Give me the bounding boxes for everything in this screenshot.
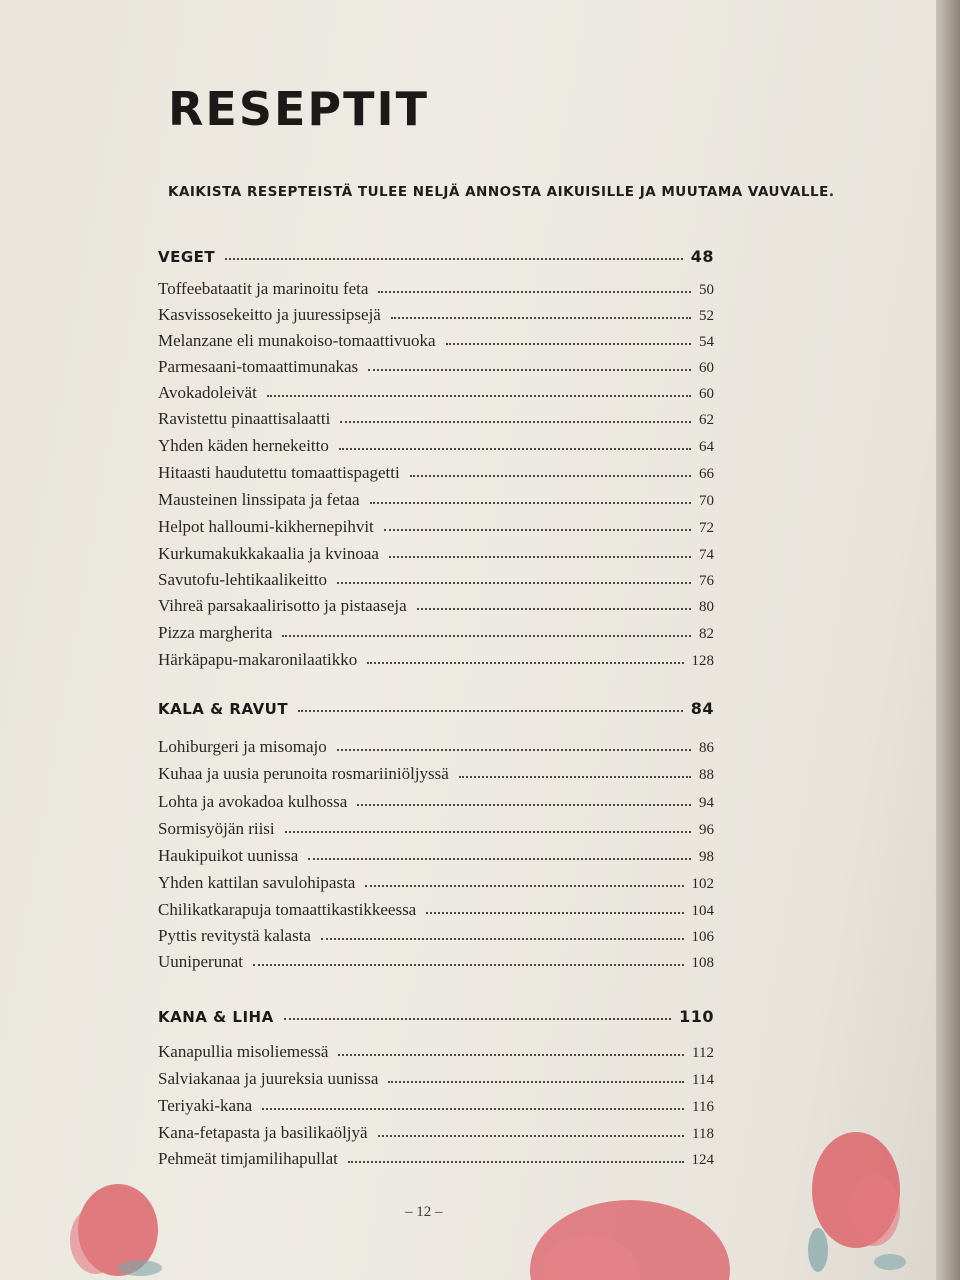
leader-dots [446, 342, 691, 345]
toc-entry [158, 867, 714, 893]
leader-dots [262, 1107, 684, 1110]
toc-entry [158, 1036, 714, 1062]
entry-page: 108 [691, 955, 714, 971]
entry-label: Vihreä parsakaalirisotto ja pistaaseja [158, 596, 407, 615]
leader-dots [225, 257, 683, 260]
entry-label: Ravistettu pinaattisalaatti [158, 409, 331, 428]
toc-entry [158, 511, 714, 537]
toc-entry [158, 731, 714, 757]
toc-section-kana-liha [158, 1000, 714, 1026]
entry-label: Haukipuikot uunissa [158, 846, 299, 865]
toc-entry [158, 1063, 714, 1089]
entry-label: Melanzane eli munakoiso-tomaattivuoka [158, 331, 436, 350]
toc-entry [158, 538, 714, 564]
leader-dots [298, 709, 683, 712]
section-title: VEGET [158, 248, 216, 266]
leader-dots [321, 937, 684, 940]
toc-entry [158, 590, 714, 616]
toc-entry [158, 564, 714, 590]
page-title: RESEPTIT [168, 82, 429, 136]
entry-label: Lohiburgeri ja misomajo [158, 737, 327, 756]
entry-label: Kuhaa ja uusia perunoita rosmariiniöljyssä [158, 764, 449, 783]
leader-dots [459, 775, 691, 778]
page-edge [936, 0, 960, 1280]
toc-section-veget [158, 240, 714, 266]
entry-label: Teriyaki-kana [158, 1096, 253, 1115]
leader-dots [365, 884, 683, 887]
entry-page: 72 [699, 520, 714, 536]
section-page: 84 [690, 699, 714, 718]
entry-label: Kasvissosekeitto ja juuressipsejä [158, 305, 381, 324]
entry-label: Härkäpapu-makaronilaatikko [158, 650, 358, 669]
toc-entry [158, 644, 714, 670]
leader-dots [348, 1160, 684, 1163]
entry-label: Helpot halloumi-kikhernepihvit [158, 517, 374, 536]
entry-page: 70 [699, 493, 714, 509]
entry-label: Pyttis revitystä kalasta [158, 926, 311, 945]
leader-dots [285, 830, 691, 833]
entry-page: 60 [699, 386, 714, 402]
entry-label: Kurkumakukkakaalia ja kvinoaa [158, 544, 379, 563]
leader-dots [282, 634, 691, 637]
leader-dots [337, 581, 691, 584]
toc-entry [158, 1090, 714, 1116]
page-number: – 12 – [405, 1204, 443, 1220]
toc-entry [158, 786, 714, 812]
entry-page: 62 [699, 412, 714, 428]
toc-entry [158, 484, 714, 510]
entry-label: Pehmeät timjamilihapullat [158, 1149, 338, 1168]
entry-page: 86 [699, 740, 714, 756]
entry-label: Kanapullia misoliemessä [158, 1042, 329, 1061]
entry-page: 124 [691, 1152, 714, 1168]
entry-label: Yhden käden hernekeitto [158, 436, 329, 455]
entry-label: Kana-fetapasta ja basilikaöljyä [158, 1123, 368, 1142]
entry-page: 66 [699, 466, 714, 482]
entry-page: 118 [692, 1126, 714, 1142]
leader-dots [378, 290, 691, 293]
toc-entry [158, 273, 714, 299]
toc-section-kala-ravut [158, 692, 714, 718]
entry-page: 50 [699, 282, 714, 298]
leader-dots [388, 1080, 684, 1083]
entry-page: 104 [691, 903, 714, 919]
page-subtitle: KAIKISTA RESEPTEISTÄ TULEE NELJÄ ANNOSTA AIKUISILLE JA MUUTAMA VAUVALLE. [168, 184, 835, 200]
toc-entry [158, 840, 714, 866]
toc-entry [158, 946, 714, 972]
leader-dots [337, 748, 691, 751]
entry-label: Lohta ja avokadoa kulhossa [158, 792, 348, 811]
leader-dots [389, 555, 691, 558]
entry-label: Hitaasti haudutettu tomaattispagetti [158, 463, 400, 482]
leader-dots [384, 528, 691, 531]
leader-dots [339, 447, 691, 450]
toc-entry [158, 894, 714, 920]
entry-label: Pizza margherita [158, 623, 273, 642]
entry-page: 88 [699, 767, 714, 783]
entry-page: 94 [699, 795, 714, 811]
entry-page: 96 [699, 822, 714, 838]
entry-page: 76 [699, 573, 714, 589]
section-page: 48 [690, 247, 714, 266]
leader-dots [368, 368, 691, 371]
toc-entry [158, 457, 714, 483]
entry-label: Mausteinen linssipata ja fetaa [158, 490, 360, 509]
entry-page: 128 [691, 653, 714, 669]
leader-dots [357, 803, 691, 806]
leader-dots [284, 1017, 671, 1020]
toc-entry [158, 920, 714, 946]
entry-label: Parmesaani-tomaattimunakas [158, 357, 359, 376]
entry-label: Toffeebataatit ja marinoitu feta [158, 279, 369, 298]
entry-page: 114 [692, 1072, 714, 1088]
watercolor-flower-bottom [520, 1190, 740, 1280]
entry-page: 54 [699, 334, 714, 350]
entry-label: Uuniperunat [158, 952, 243, 971]
leader-dots [410, 474, 691, 477]
entry-page: 82 [699, 626, 714, 642]
leader-dots [338, 1053, 684, 1056]
leader-dots [267, 394, 691, 397]
toc-entry [158, 1117, 714, 1143]
toc-entry [158, 325, 714, 351]
toc-entry [158, 758, 714, 784]
entry-page: 52 [699, 308, 714, 324]
entry-page: 112 [692, 1045, 714, 1061]
toc-entry [158, 617, 714, 643]
entry-label: Avokadoleivät [158, 383, 257, 402]
entry-page: 98 [699, 849, 714, 865]
entry-label: Sormisyöjän riisi [158, 819, 275, 838]
leader-dots [378, 1134, 684, 1137]
section-title: KALA & RAVUT [158, 700, 289, 718]
leader-dots [340, 420, 691, 423]
entry-page: 64 [699, 439, 714, 455]
leader-dots [253, 963, 684, 966]
toc-entry [158, 377, 714, 403]
entry-page: 80 [699, 599, 714, 615]
leader-dots [417, 607, 691, 610]
entry-label: Salviakanaa ja juureksia uunissa [158, 1069, 379, 1088]
toc-entry [158, 403, 714, 429]
entry-page: 74 [699, 547, 714, 563]
section-page: 110 [679, 1007, 714, 1026]
leader-dots [426, 911, 683, 914]
section-title: KANA & LIHA [158, 1008, 274, 1026]
toc-entry [158, 813, 714, 839]
toc-entry [158, 299, 714, 325]
toc-entry [158, 430, 714, 456]
leader-dots [308, 857, 691, 860]
leader-dots [367, 661, 683, 664]
leader-dots [370, 501, 691, 504]
entry-label: Savutofu-lehtikaalikeitto [158, 570, 328, 589]
watercolor-flower-right [790, 1130, 936, 1280]
watercolor-flower-left [0, 1170, 180, 1280]
toc-entry [158, 351, 714, 377]
entry-page: 106 [691, 929, 714, 945]
leader-dots [391, 316, 691, 319]
entry-label: Yhden kattilan savulohipasta [158, 873, 356, 892]
entry-page: 116 [692, 1099, 714, 1115]
entry-label: Chilikatkarapuja tomaattikastikkeessa [158, 900, 417, 919]
toc-entry [158, 1143, 714, 1169]
entry-page: 102 [691, 876, 714, 892]
entry-page: 60 [699, 360, 714, 376]
